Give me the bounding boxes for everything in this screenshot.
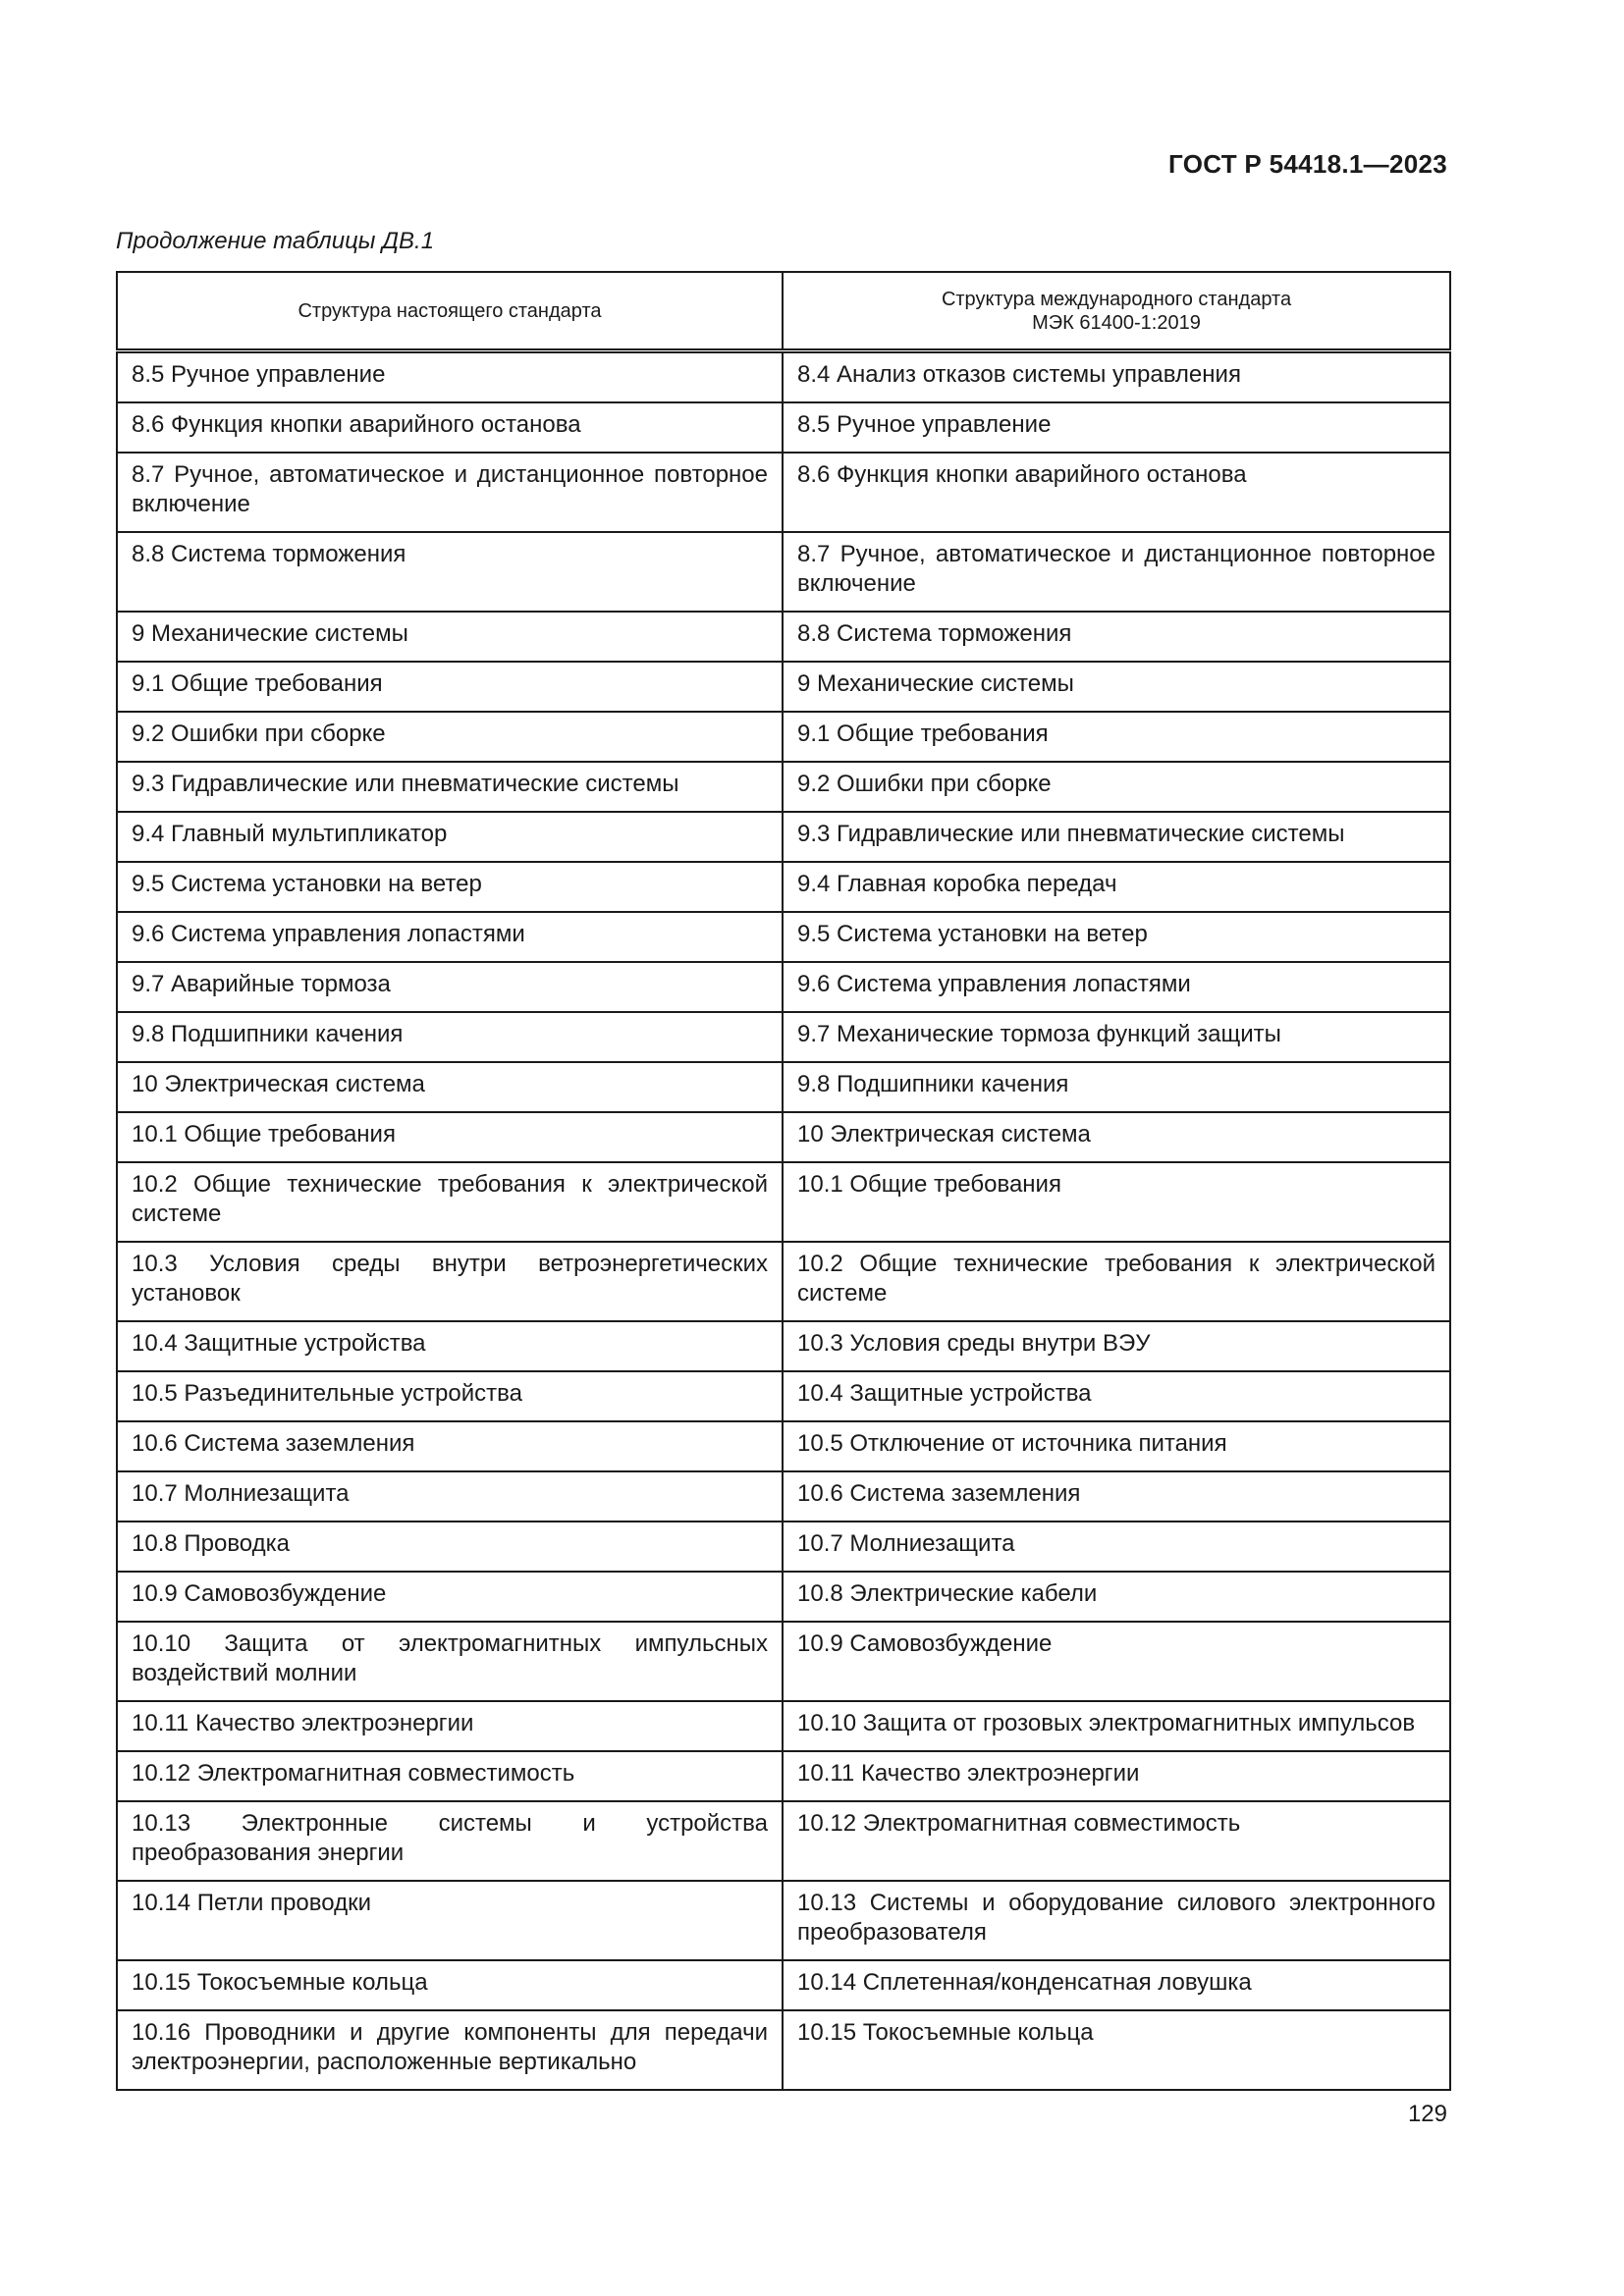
cell-this-standard: 10.4 Защитные устройства [117,1321,783,1371]
cell-this-standard: 10 Электрическая система [117,1062,783,1112]
cell-this-standard: 8.6 Функция кнопки аварийного останова [117,402,783,453]
cell-this-standard: 9.1 Общие требования [117,662,783,712]
col-header-international-standard [783,272,1450,351]
table-row [117,912,1450,962]
cell-international-standard: 8.6 Функция кнопки аварийного останова [783,453,1450,532]
table-row [117,1881,1450,1960]
table-caption: Продолжение таблицы ДВ.1 [116,228,435,254]
table-row [117,1801,1450,1881]
cell-international-standard: 10.12 Электромагнитная совместимость [783,1801,1450,1881]
table-row [117,1112,1450,1162]
cell-international-standard: 9.7 Механические тормоза функций защиты [783,1012,1450,1062]
cell-this-standard: 10.2 Общие технические требования к электрической системе [117,1162,783,1242]
cell-international-standard: 10.6 Система заземления [783,1471,1450,1522]
cell-this-standard: 10.10 Защита от электромагнитных импульсных воздействий молнии [117,1622,783,1701]
table-row [117,402,1450,453]
table-row [117,862,1450,912]
cell-international-standard: 8.4 Анализ отказов системы управления [783,351,1450,403]
cell-international-standard: 9.1 Общие требования [783,712,1450,762]
page-number: 129 [1407,2101,1447,2127]
cell-international-standard: 10.3 Условия среды внутри ВЭУ [783,1321,1450,1371]
cell-this-standard: 8.8 Система торможения [117,532,783,612]
table-row [117,1960,1450,2010]
cell-international-standard: 9 Механические системы [783,662,1450,712]
cell-this-standard: 10.12 Электромагнитная совместимость [117,1751,783,1801]
cell-international-standard: 10.11 Качество электроэнергии [783,1751,1450,1801]
table-row [117,532,1450,612]
cell-this-standard: 10.15 Токосъемные кольца [117,1960,783,2010]
cell-this-standard: 10.16 Проводники и другие компоненты для передачи электроэнергии, расположенные вертикально [117,2010,783,2090]
cell-this-standard: 9.6 Система управления лопастями [117,912,783,962]
table-body [117,351,1450,2091]
table-row [117,1522,1450,1572]
table-row [117,1371,1450,1421]
table-row [117,1321,1450,1371]
col-header-international-line1: Структура международного стандарта [941,288,1292,310]
cell-international-standard: 10.13 Системы и оборудование силового электронного преобразователя [783,1881,1450,1960]
cell-this-standard: 10.11 Качество электроэнергии [117,1701,783,1751]
table-row [117,662,1450,712]
cell-international-standard: 10.14 Сплетенная/конденсатная ловушка [783,1960,1450,2010]
table-row [117,812,1450,862]
cell-this-standard: 8.5 Ручное управление [117,351,783,403]
table-row [117,612,1450,662]
table-row [117,1242,1450,1321]
cell-this-standard: 10.8 Проводка [117,1522,783,1572]
cell-this-standard: 10.9 Самовозбуждение [117,1572,783,1622]
cell-this-standard: 9.4 Главный мультипликатор [117,812,783,862]
table-row [117,2010,1450,2090]
cell-this-standard: 9.7 Аварийные тормоза [117,962,783,1012]
cell-international-standard: 10.8 Электрические кабели [783,1572,1450,1622]
cell-international-standard: 10.7 Молниезащита [783,1522,1450,1572]
cell-this-standard: 9.2 Ошибки при сборке [117,712,783,762]
table-row [117,1162,1450,1242]
cell-international-standard: 10.2 Общие технические требования к электрической системе [783,1242,1450,1321]
cell-this-standard: 9 Механические системы [117,612,783,662]
cell-this-standard: 10.5 Разъединительные устройства [117,1371,783,1421]
cell-international-standard: 8.5 Ручное управление [783,402,1450,453]
cell-international-standard: 10.1 Общие требования [783,1162,1450,1242]
table-row [117,712,1450,762]
cell-international-standard: 8.8 Система торможения [783,612,1450,662]
cell-this-standard: 9.8 Подшипники качения [117,1012,783,1062]
cell-this-standard: 10.6 Система заземления [117,1421,783,1471]
table-row [117,1062,1450,1112]
table-row [117,1012,1450,1062]
table-row [117,1751,1450,1801]
cell-this-standard: 10.13 Электронные системы и устройства преобразования энергии [117,1801,783,1881]
cell-international-standard: 10.9 Самовозбуждение [783,1622,1450,1701]
table-row [117,1701,1450,1751]
cell-international-standard: 9.4 Главная коробка передач [783,862,1450,912]
cell-this-standard: 8.7 Ручное, автоматическое и дистанционное повторное включение [117,453,783,532]
table-row [117,1572,1450,1622]
cell-international-standard: 9.5 Система установки на ветер [783,912,1450,962]
cell-international-standard: 8.7 Ручное, автоматическое и дистанционное повторное включение [783,532,1450,612]
table-header-row [117,272,1450,351]
cell-international-standard: 10.15 Токосъемные кольца [783,2010,1450,2090]
table-row [117,1471,1450,1522]
cell-international-standard: 10.4 Защитные устройства [783,1371,1450,1421]
cell-international-standard: 10.10 Защита от грозовых электромагнитных импульсов [783,1701,1450,1751]
cell-international-standard: 9.3 Гидравлические или пневматические системы [783,812,1450,862]
table-row [117,1421,1450,1471]
cell-this-standard: 9.5 Система установки на ветер [117,862,783,912]
cell-international-standard: 9.2 Ошибки при сборке [783,762,1450,812]
table-row [117,351,1450,403]
cell-international-standard: 9.8 Подшипники качения [783,1062,1450,1112]
standard-code-header: ГОСТ Р 54418.1—2023 [1168,149,1447,179]
cell-this-standard: 10.7 Молниезащита [117,1471,783,1522]
cell-this-standard: 10.14 Петли проводки [117,1881,783,1960]
table-row [117,1622,1450,1701]
table-row [117,453,1450,532]
col-header-this-standard: Структура настоящего стандарта [117,272,783,351]
col-header-international-line2: МЭК 61400-1:2019 [1032,311,1201,334]
cell-international-standard: 10 Электрическая система [783,1112,1450,1162]
cell-this-standard: 10.1 Общие требования [117,1112,783,1162]
cell-this-standard: 9.3 Гидравлические или пневматические системы [117,762,783,812]
cell-international-standard: 9.6 Система управления лопастями [783,962,1450,1012]
cell-international-standard: 10.5 Отключение от источника питания [783,1421,1450,1471]
cell-this-standard: 10.3 Условия среды внутри ветроэнергетических установок [117,1242,783,1321]
structure-comparison-table [116,271,1451,2091]
table-row [117,762,1450,812]
table-row [117,962,1450,1012]
